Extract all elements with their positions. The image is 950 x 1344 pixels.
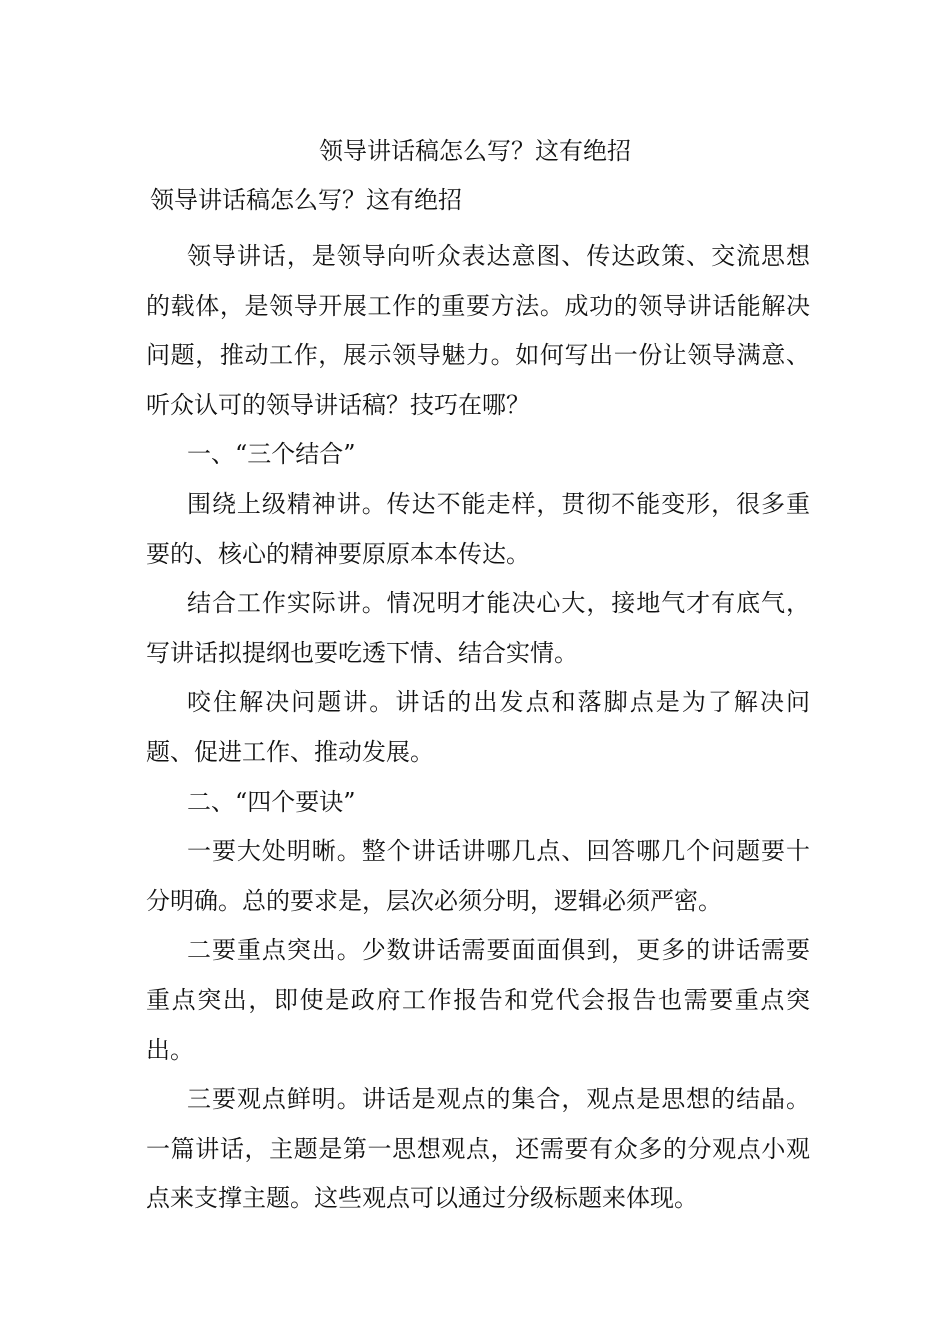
document-subtitle: 领导讲话稿怎么写？这有绝招: [150, 186, 462, 214]
paragraph: 结合工作实际讲。情况明才能决心大，接地气才有底气，写讲话拟提纲也要吃透下情、结合实情。: [146, 589, 810, 667]
paragraph: 一要大处明晰。整个讲话讲哪几点、回答哪几个问题要十分明确。总的要求是，层次必须分明，逻辑必须严密。: [146, 837, 810, 915]
document-title: 领导讲话稿怎么写？这有绝招: [319, 137, 631, 165]
paragraph: 三要观点鲜明。讲话是观点的集合，观点是思想的结晶。一篇讲话，主题是第一思想观点，还需要有众多的分观点小观点来支撑主题。这些观点可以通过分级标题来体现。: [146, 1085, 810, 1213]
paragraph: 围绕上级精神讲。传达不能走样，贯彻不能变形，很多重要的、核心的精神要原原本本传达。: [146, 489, 810, 568]
paragraph-intro: 领导讲话，是领导向听众表达意图、传达政策、交流思想的载体，是领导开展工作的重要方法。成功的领导讲话能解决问题，推动工作，展示领导魅力。如何写出一份让领导满意、听众认可的领导讲话稿？技巧在哪？: [146, 242, 810, 419]
paragraph: 二要重点突出。少数讲话需要面面俱到，更多的讲话需要重点突出，即使是政府工作报告和党代会报告也需要重点突出。: [146, 936, 810, 1064]
paragraph: 咬住解决问题讲。讲话的出发点和落脚点是为了解决问题、促进工作、推动发展。: [146, 688, 810, 766]
document-body: [146, 232, 810, 1224]
section-heading-1: 一、“三个结合”: [187, 440, 356, 469]
section-heading-2: 二、“四个要诀”: [187, 787, 356, 816]
